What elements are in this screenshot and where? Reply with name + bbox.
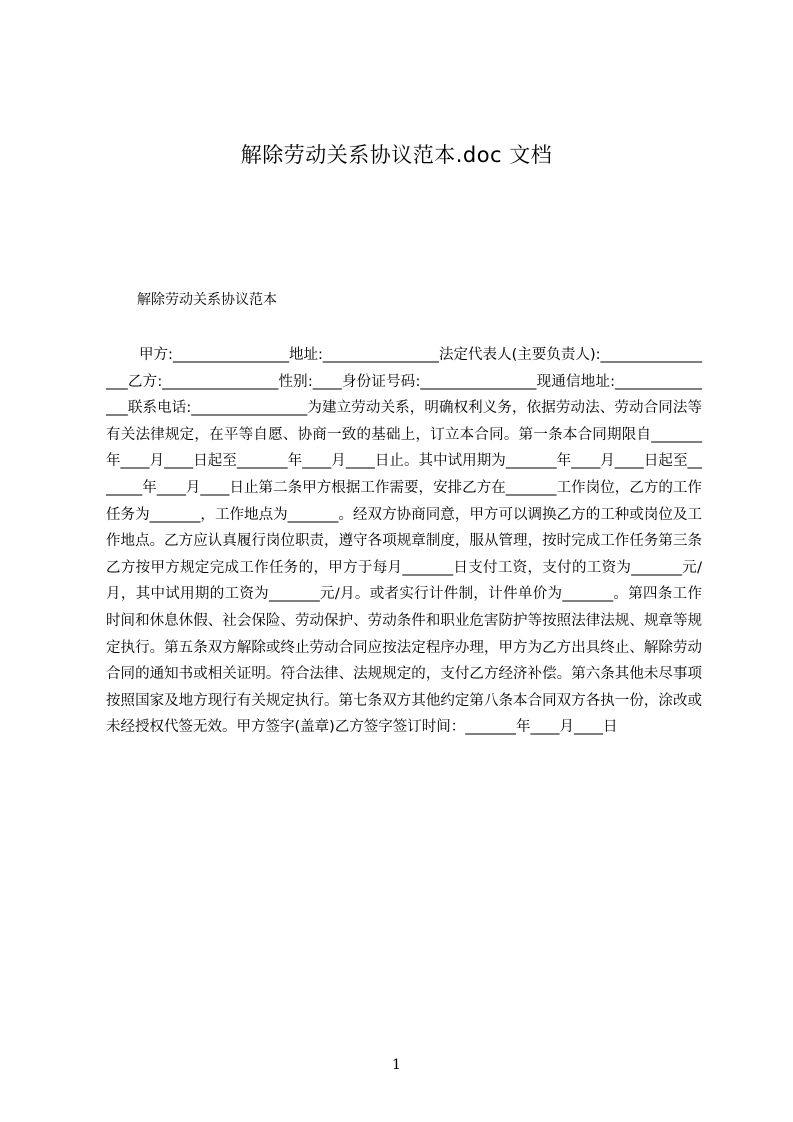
page-number: 1 [392,1057,401,1073]
agreement-body: 甲方:________________地址:________________法定代表人(主要负责人):_________________乙方:________________性别:____身份证号码:________________现通信地址:_______________联系电话:________________为建立劳动关系，明确权利义务，依据劳动法、劳动合同法等有关法律规定，在平等自愿、协商一致的基础上，订立本合同。第一条本合同期限自_______年____月____日起至_______年____月____日止。其中试用期为_______年____月____日起至_______年____月____日止第二条甲方根据工作需要，安排乙方在_______工作岗位，乙方的工作任务为_______，工作地点为_______。经双方协商同意，甲方可以调换乙方的工种或岗位及工作地点。乙方应认真履行岗位职责，遵守各项规章制度，服从管理，按时完成工作任务第三条乙方按甲方规定完成工作任务的，甲方于每月_______日支付工资，支付的工资为_______元/月，其中试用期的工资为_______元/月。或者实行计件制，计件单价为_______。第四条工作时间和休息休假、社会保险、劳动保护、劳动条件和职业危害防护等按照法律法规、规章等规定执行。第五条双方解除或终止劳动合同应按法定程序办理，甲方为乙方出具终止、解除劳动合同的通知书或相关证明。符合法律、法规规定的，支付乙方经济补偿。第六条其他未尽事项按照国家及地方现行有关规定执行。第七条双方其他约定第八条本合同双方各执一份，涂改或未经授权代签无效。甲方签字(盖章)乙方签字签订时间：_______年____月____日 [106,347,702,736]
agreement-heading: 解除劳动关系协议范本 [137,292,277,308]
document-title: 解除劳动关系协议范本.doc 文档 [240,143,553,167]
